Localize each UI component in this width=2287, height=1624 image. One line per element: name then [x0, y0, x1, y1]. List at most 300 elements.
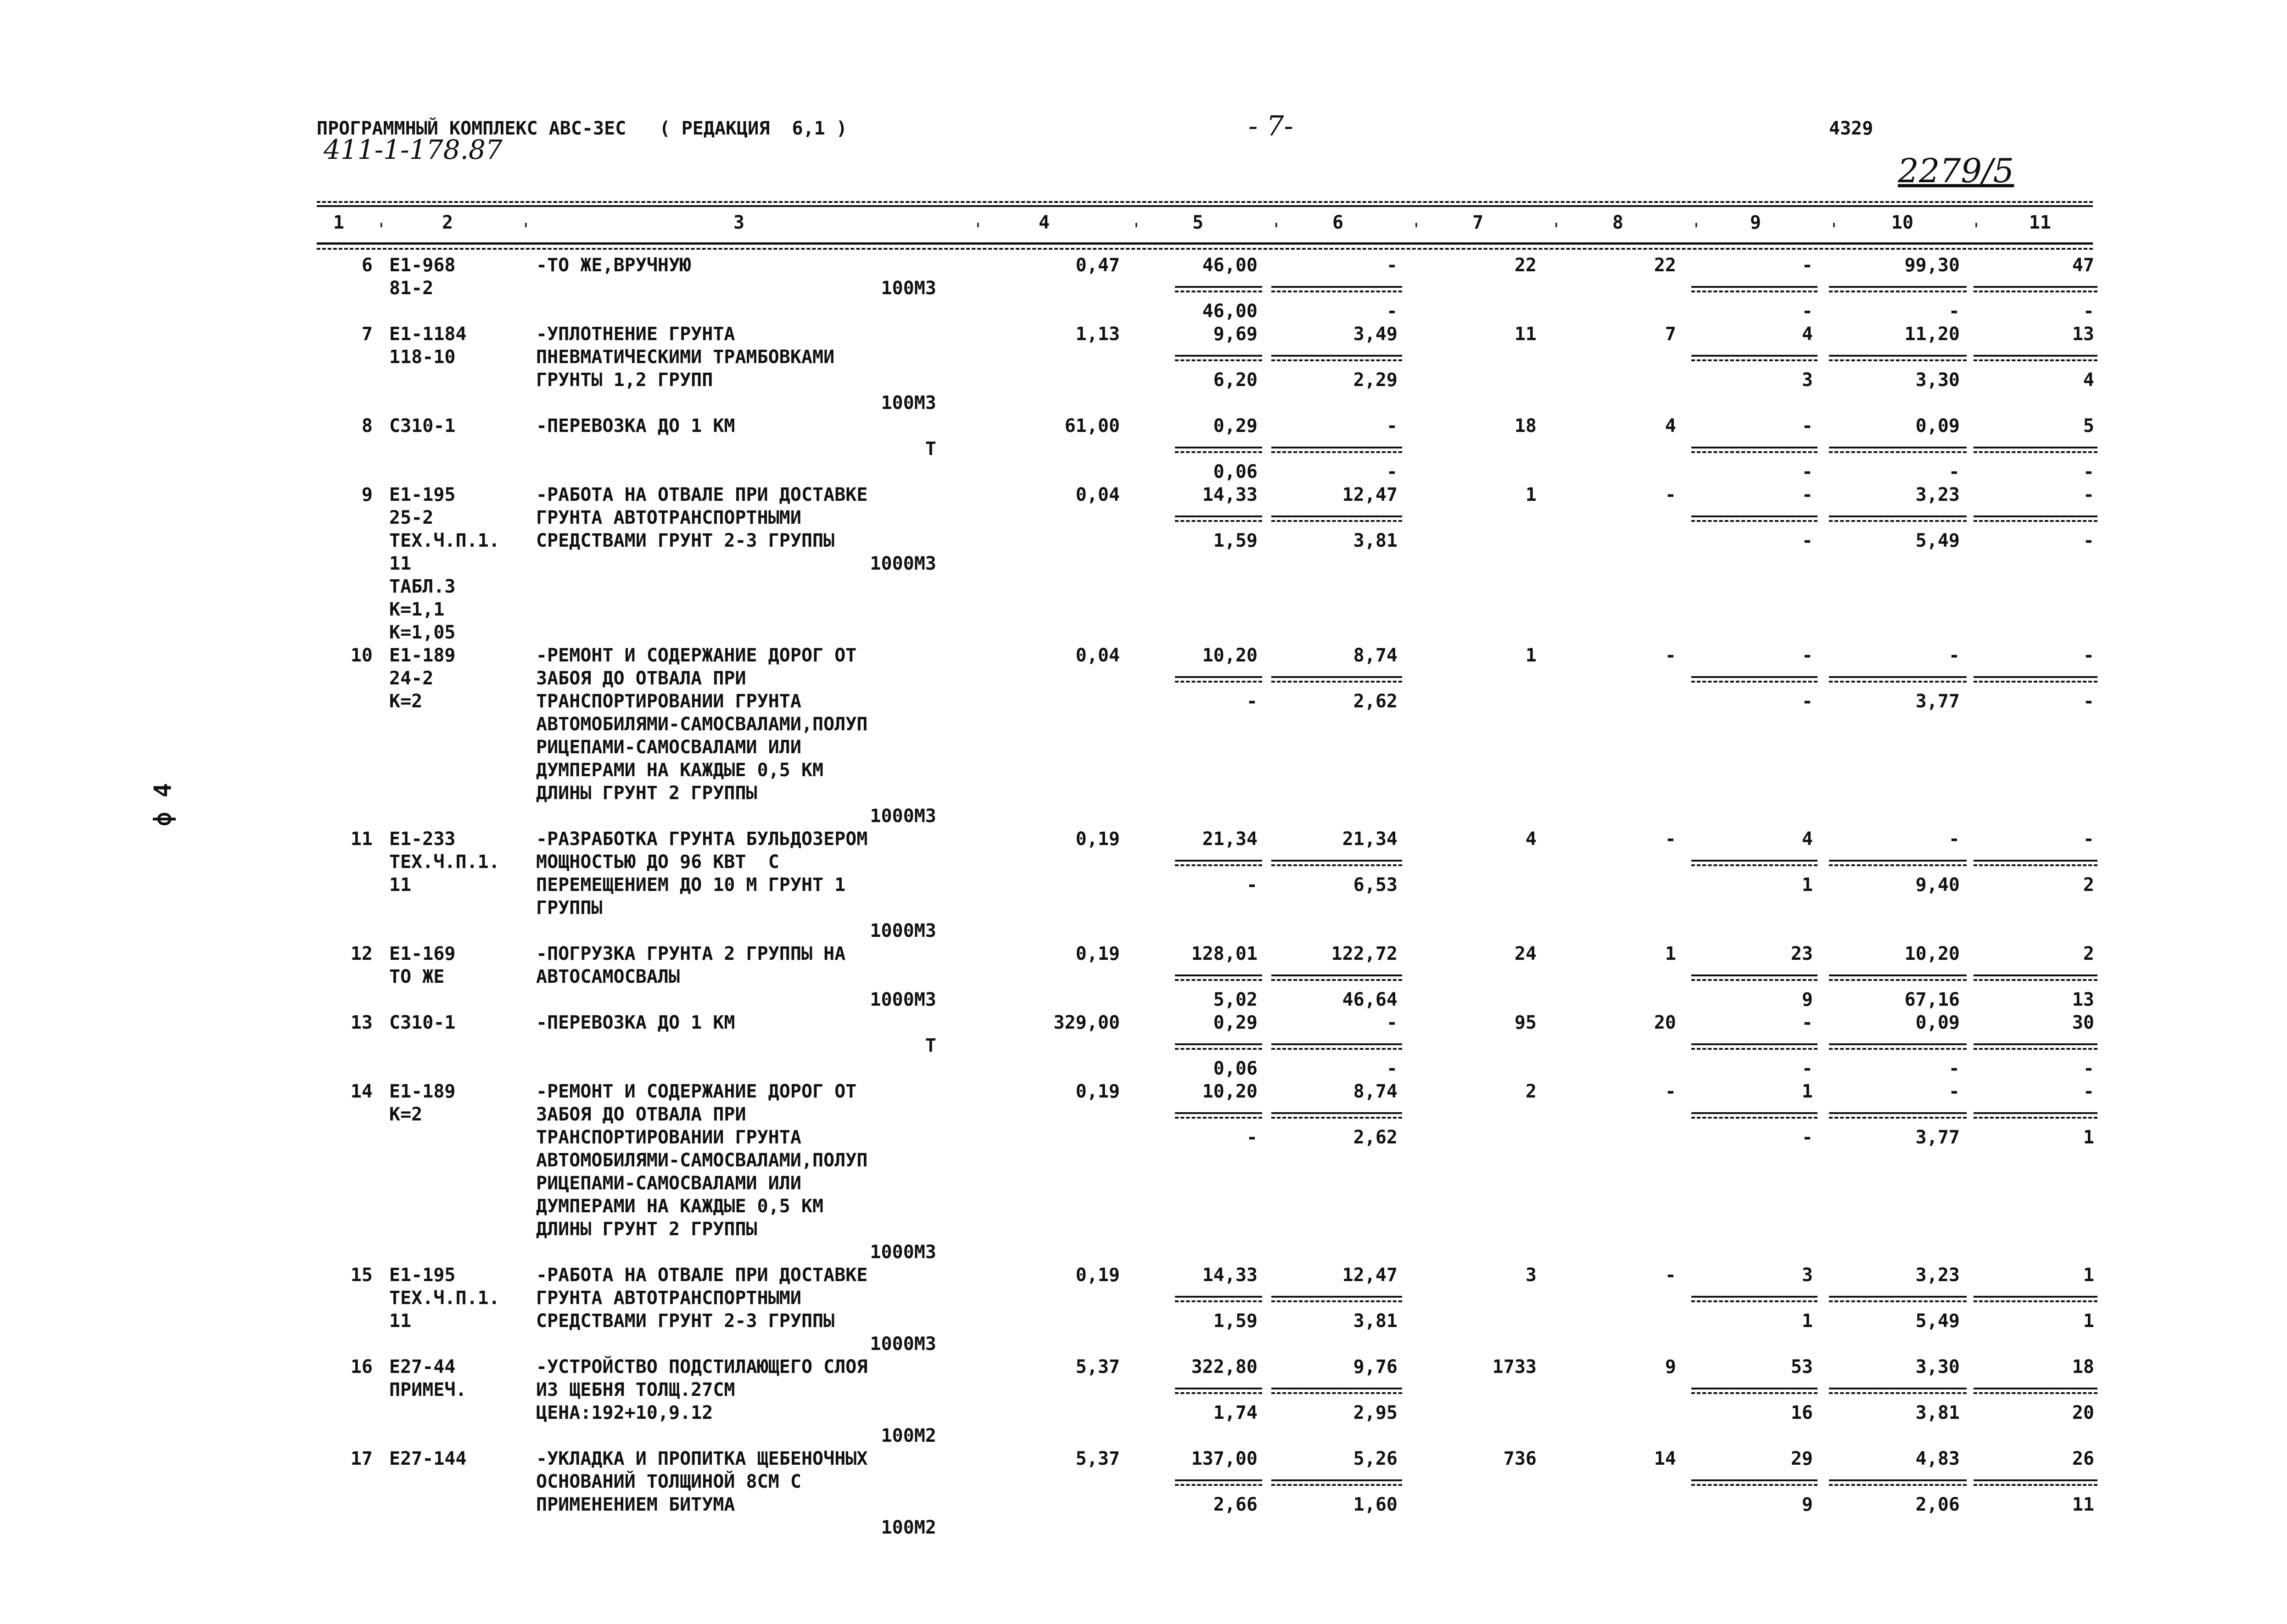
row-unit: 100М2 — [881, 1517, 936, 1538]
row-description: АВТОМОБИЛЯМИ-САМОСВАЛАМИ,ПОЛУП — [536, 714, 868, 735]
c9-divider — [1691, 681, 1817, 683]
col4-quantity: 5,37 — [1075, 1448, 1120, 1469]
row-description: -ПЕРЕВОЗКА ДО 1 КМ — [536, 1012, 735, 1033]
column-header-2: 2 — [442, 212, 453, 233]
col8-value: - — [1665, 1081, 1676, 1102]
c9-divider — [1691, 291, 1817, 292]
c10-divider — [1829, 1043, 1967, 1045]
c5-divider — [1175, 681, 1262, 683]
c10-divider — [1829, 1300, 1967, 1302]
row-description: ПНЕВМАТИЧЕСКИМИ ТРАМБОВКАМИ — [536, 347, 835, 368]
col6-sub-value: 6,53 — [1353, 874, 1398, 896]
col6-sub-value: 2,62 — [1353, 1127, 1398, 1148]
col11-sub-value: - — [2083, 461, 2094, 482]
row-code: Е1-169 — [389, 943, 456, 964]
col4-quantity: 1,13 — [1075, 324, 1120, 345]
row-unit: 1000М3 — [870, 1333, 936, 1355]
col9-sub-value: - — [1801, 691, 1813, 712]
col9-value: 29 — [1790, 1448, 1813, 1469]
c10-divider — [1829, 860, 1967, 862]
row-description: ОСНОВАНИЙ ТОЛЩИНОЙ 8СМ С — [536, 1471, 801, 1492]
row-description: -ПЕРЕВОЗКА ДО 1 КМ — [536, 415, 735, 437]
col4-quantity: 0,47 — [1075, 255, 1120, 276]
row-description: ТРАНСПОРТИРОВАНИИ ГРУНТА — [536, 1127, 801, 1148]
col9-value: 23 — [1790, 943, 1813, 964]
col6-sub-value: 1,60 — [1353, 1494, 1398, 1515]
col4-quantity: 0,04 — [1075, 484, 1120, 505]
col10-sub-value: - — [1948, 461, 1960, 482]
col9-sub-value: 9 — [1801, 1494, 1813, 1515]
col6-value: 5,26 — [1353, 1448, 1398, 1469]
col11-sub-value: 20 — [2072, 1402, 2094, 1423]
row-description: ДЛИНЫ ГРУНТ 2 ГРУППЫ — [536, 783, 757, 804]
col5-value: 10,20 — [1202, 1081, 1258, 1102]
c6-divider — [1271, 1392, 1402, 1394]
row-unit: 100М3 — [881, 278, 936, 299]
row-number: 15 — [350, 1265, 373, 1286]
row-code: 25-2 — [389, 507, 434, 528]
c11-divider — [1974, 681, 2097, 683]
row-number: 17 — [350, 1448, 373, 1469]
col11-value: 30 — [2072, 1012, 2094, 1033]
col10-sub-value: 9,40 — [1915, 874, 1960, 896]
col5-sub-value: 5,02 — [1213, 989, 1258, 1010]
col6-value: 21,34 — [1342, 829, 1398, 850]
col10-value: 10,20 — [1904, 943, 1960, 964]
c6-divider — [1271, 1296, 1402, 1298]
c10-divider — [1829, 1484, 1967, 1486]
row-description: ПЕРЕМЕЩЕНИЕМ ДО 10 М ГРУНТ 1 — [536, 874, 846, 896]
c6-divider — [1271, 447, 1402, 448]
c11-divider — [1974, 1388, 2097, 1389]
c10-divider — [1829, 681, 1967, 683]
row-unit: 1000М3 — [870, 920, 936, 941]
row-description: АВТОМОБИЛЯМИ-САМОСВАЛАМИ,ПОЛУП — [536, 1150, 868, 1171]
row-description: РИЦЕПАМИ-САМОСВАЛАМИ ИЛИ — [536, 737, 801, 758]
col11-value: - — [2083, 645, 2094, 666]
c5-divider — [1175, 974, 1262, 976]
c6-divider — [1271, 355, 1402, 357]
c5-divider — [1175, 1392, 1262, 1394]
row-description: ПРИМЕНЕНИЕМ БИТУМА — [536, 1494, 735, 1515]
row-number: 14 — [350, 1081, 373, 1102]
col7-value: 1 — [1525, 484, 1537, 505]
col6-sub-value: - — [1386, 1058, 1398, 1079]
c6-divider — [1271, 860, 1402, 862]
col10-sub-value: 3,81 — [1915, 1402, 1960, 1423]
col6-sub-value: 2,62 — [1353, 691, 1398, 712]
col5-sub-value: 2,66 — [1213, 1494, 1258, 1515]
row-code: 118-10 — [389, 347, 456, 368]
row-number: 7 — [361, 324, 373, 345]
handwritten-sheet-number: 2279/5 — [1898, 151, 2014, 190]
c9-divider — [1691, 286, 1817, 288]
col5-value: 10,20 — [1202, 645, 1258, 666]
row-description: -ТО ЖЕ,ВРУЧНУЮ — [536, 255, 691, 276]
col11-value: 2 — [2083, 943, 2094, 964]
col8-value: 7 — [1665, 324, 1676, 345]
col9-sub-value: 1 — [1801, 1310, 1813, 1332]
col5-sub-value: - — [1246, 874, 1258, 896]
col6-sub-value: 2,29 — [1353, 370, 1398, 391]
c5-divider — [1175, 359, 1262, 361]
col8-value: 20 — [1654, 1012, 1676, 1033]
c9-divider — [1691, 1300, 1817, 1302]
c6-divider — [1271, 676, 1402, 678]
row-description: ЦЕНА:192+10,9.12 — [536, 1402, 713, 1423]
row-code: Е1-195 — [389, 484, 456, 505]
row-unit: 1000М3 — [870, 553, 936, 574]
col4-quantity: 0,19 — [1075, 943, 1120, 964]
col10-value: 3,30 — [1915, 1356, 1960, 1378]
column-header-4: 4 — [1038, 212, 1050, 233]
col9-value: - — [1801, 645, 1813, 666]
row-description: ГРУППЫ — [536, 897, 603, 918]
row-description: АВТОСАМОСВАЛЫ — [536, 966, 680, 987]
col5-value: 137,00 — [1191, 1448, 1258, 1469]
col11-value: 47 — [2072, 255, 2094, 276]
column-separator: ˌ — [376, 211, 386, 230]
col5-value: 0,29 — [1213, 1012, 1258, 1033]
col9-sub-value: - — [1801, 1058, 1813, 1079]
row-description: ЗАБОЯ ДО ОТВАЛА ПРИ — [536, 1104, 746, 1125]
col6-value: 8,74 — [1353, 1081, 1398, 1102]
col4-quantity: 0,19 — [1075, 1265, 1120, 1286]
c9-divider — [1691, 1048, 1817, 1050]
c5-divider — [1175, 1043, 1262, 1045]
c5-divider — [1175, 1117, 1262, 1119]
column-separator: ˌ — [1411, 211, 1421, 230]
col10-value: - — [1948, 645, 1960, 666]
col11-sub-value: 4 — [2083, 370, 2094, 391]
c9-divider — [1691, 974, 1817, 976]
header-top-rule-2 — [317, 205, 2093, 207]
c9-divider — [1691, 864, 1817, 866]
c5-divider — [1175, 286, 1262, 288]
row-number: 12 — [350, 943, 373, 964]
row-unit: 1000М3 — [870, 989, 936, 1010]
c10-divider — [1829, 515, 1967, 517]
row-description: ДУМПЕРАМИ НА КАЖДЫЕ 0,5 КМ — [536, 760, 824, 781]
col10-value: 0,09 — [1915, 1012, 1960, 1033]
c5-divider — [1175, 1300, 1262, 1302]
row-description: ГРУНТА АВТОТРАНСПОРТНЫМИ — [536, 507, 801, 528]
c5-divider — [1175, 355, 1262, 357]
c5-divider — [1175, 520, 1262, 522]
c10-divider — [1829, 864, 1967, 866]
c9-divider — [1691, 515, 1817, 517]
row-code: 11 — [389, 553, 412, 574]
col10-sub-value: 5,49 — [1915, 530, 1960, 551]
col11-value: 13 — [2072, 324, 2094, 345]
row-unit: 100М3 — [881, 392, 936, 414]
row-description: ТРАНСПОРТИРОВАНИИ ГРУНТА — [536, 691, 801, 712]
c6-divider — [1271, 1484, 1402, 1486]
col7-value: 1 — [1525, 645, 1537, 666]
row-code: К=2 — [389, 1104, 423, 1125]
c9-divider — [1691, 676, 1817, 678]
row-description: ГРУНТЫ 1,2 ГРУПП — [536, 370, 713, 391]
col9-value: 53 — [1790, 1356, 1813, 1378]
col10-value: 11,20 — [1904, 324, 1960, 345]
row-code: С310-1 — [389, 415, 456, 437]
col9-sub-value: - — [1801, 530, 1813, 551]
col5-sub-value: 0,06 — [1213, 461, 1258, 482]
c6-divider — [1271, 1048, 1402, 1050]
row-code: К=2 — [389, 691, 423, 712]
row-code: С310-1 — [389, 1012, 456, 1033]
row-code: Е1-1184 — [389, 324, 467, 345]
row-unit: 1000М3 — [870, 806, 936, 827]
c11-divider — [1974, 864, 2097, 866]
c10-divider — [1829, 1479, 1967, 1481]
col4-quantity: 5,37 — [1075, 1356, 1120, 1378]
col5-sub-value: 6,20 — [1213, 370, 1258, 391]
col6-sub-value: 46,64 — [1342, 989, 1398, 1010]
col6-value: - — [1386, 255, 1398, 276]
col9-sub-value: - — [1801, 1127, 1813, 1148]
c10-divider — [1829, 451, 1967, 453]
col10-sub-value: 3,30 — [1915, 370, 1960, 391]
c5-divider — [1175, 1388, 1262, 1389]
col11-value: 26 — [2072, 1448, 2094, 1469]
c6-divider — [1271, 979, 1402, 981]
col8-value: 22 — [1654, 255, 1676, 276]
row-description: -РАБОТА НА ОТВАЛЕ ПРИ ДОСТАВКЕ — [536, 1265, 868, 1286]
c9-divider — [1691, 1117, 1817, 1119]
c11-divider — [1974, 515, 2097, 517]
row-description: -УСТРОЙСТВО ПОДСТИЛАЮЩЕГО СЛОЯ — [536, 1356, 868, 1378]
col4-quantity: 0,19 — [1075, 1081, 1120, 1102]
col7-value: 4 — [1525, 829, 1537, 850]
row-code: 11 — [389, 874, 412, 896]
row-description: ДУМПЕРАМИ НА КАЖДЫЕ 0,5 КМ — [536, 1196, 824, 1217]
row-number: 16 — [350, 1356, 373, 1378]
row-code: ТЕХ.Ч.П.1. — [389, 530, 500, 551]
c6-divider — [1271, 864, 1402, 866]
column-header-9: 9 — [1750, 212, 1761, 233]
c5-divider — [1175, 451, 1262, 453]
col11-value: - — [2083, 829, 2094, 850]
col9-value: - — [1801, 255, 1813, 276]
row-code: Е1-189 — [389, 645, 456, 666]
c9-divider — [1691, 1479, 1817, 1481]
c11-divider — [1974, 1112, 2097, 1114]
row-description: ДЛИНЫ ГРУНТ 2 ГРУППЫ — [536, 1219, 757, 1240]
col5-sub-value: 1,59 — [1213, 530, 1258, 551]
c6-divider — [1271, 1388, 1402, 1389]
row-code: ТО ЖЕ — [389, 966, 445, 987]
col9-value: 3 — [1801, 1265, 1813, 1286]
header-top-rule — [317, 201, 2093, 203]
col6-sub-value: - — [1386, 301, 1398, 322]
c5-divider — [1175, 447, 1262, 448]
col10-value: 3,23 — [1915, 484, 1960, 505]
col5-value: 322,80 — [1191, 1356, 1258, 1378]
c10-divider — [1829, 1112, 1967, 1114]
c9-divider — [1691, 355, 1817, 357]
col6-sub-value: 2,95 — [1353, 1402, 1398, 1423]
col6-value: 3,49 — [1353, 324, 1398, 345]
col5-value: 9,69 — [1213, 324, 1258, 345]
col11-sub-value: 1 — [2083, 1127, 2094, 1148]
row-code: Е1-195 — [389, 1265, 456, 1286]
page-number: - 7- — [1248, 110, 1293, 142]
col11-value: - — [2083, 1081, 2094, 1102]
col11-value: 1 — [2083, 1265, 2094, 1286]
c6-divider — [1271, 1300, 1402, 1302]
col10-sub-value: 5,49 — [1915, 1310, 1960, 1332]
c9-divider — [1691, 860, 1817, 862]
col5-sub-value: 46,00 — [1202, 301, 1258, 322]
col7-value: 22 — [1514, 255, 1537, 276]
side-mark: ф 4 — [149, 783, 177, 826]
header-bottom-rule — [317, 242, 2093, 245]
col5-sub-value: - — [1246, 691, 1258, 712]
c11-divider — [1974, 1048, 2097, 1050]
col9-value: 1 — [1801, 1081, 1813, 1102]
c11-divider — [1974, 1392, 2097, 1394]
c11-divider — [1974, 676, 2097, 678]
col8-value: - — [1665, 484, 1676, 505]
c11-divider — [1974, 291, 2097, 292]
c10-divider — [1829, 355, 1967, 357]
col10-sub-value: - — [1948, 301, 1960, 322]
col10-value: - — [1948, 1081, 1960, 1102]
col5-value: 46,00 — [1202, 255, 1258, 276]
c10-divider — [1829, 974, 1967, 976]
c11-divider — [1974, 355, 2097, 357]
c5-divider — [1175, 979, 1262, 981]
row-number: 13 — [350, 1012, 373, 1033]
column-header-1: 1 — [333, 212, 345, 233]
col7-value: 1733 — [1492, 1356, 1537, 1378]
row-code: Е1-233 — [389, 829, 456, 850]
c6-divider — [1271, 286, 1402, 288]
col9-sub-value: 16 — [1790, 1402, 1813, 1423]
col11-sub-value: - — [2083, 691, 2094, 712]
c10-divider — [1829, 1296, 1967, 1298]
col4-quantity: 61,00 — [1064, 415, 1120, 437]
row-description: -УКЛАДКА И ПРОПИТКА ЩЕБЕНОЧНЫХ — [536, 1448, 868, 1469]
col8-value: - — [1665, 1265, 1676, 1286]
col10-value: 3,23 — [1915, 1265, 1960, 1286]
col9-value: - — [1801, 484, 1813, 505]
col7-value: 2 — [1525, 1081, 1537, 1102]
col8-value: 4 — [1665, 415, 1676, 437]
col9-sub-value: 9 — [1801, 989, 1813, 1010]
c10-divider — [1829, 676, 1967, 678]
col11-sub-value: 11 — [2072, 1494, 2094, 1515]
col11-value: 18 — [2072, 1356, 2094, 1378]
column-separator: ˌ — [1829, 211, 1839, 230]
row-number: 9 — [361, 484, 373, 505]
col7-value: 18 — [1514, 415, 1537, 437]
row-number: 11 — [350, 829, 373, 850]
row-description: -РЕМОНТ И СОДЕРЖАНИЕ ДОРОГ ОТ — [536, 1081, 857, 1102]
column-header-5: 5 — [1192, 212, 1204, 233]
c10-divider — [1829, 286, 1967, 288]
c10-divider — [1829, 1048, 1967, 1050]
row-description: СРЕДСТВАМИ ГРУНТ 2-3 ГРУППЫ — [536, 530, 835, 551]
col6-sub-value: - — [1386, 461, 1398, 482]
col11-sub-value: 1 — [2083, 1310, 2094, 1332]
c11-divider — [1974, 1300, 2097, 1302]
row-code: ТАБЛ.3 — [389, 576, 456, 597]
row-code: Е27-144 — [389, 1448, 467, 1469]
row-code: К=1,05 — [389, 622, 456, 643]
c6-divider — [1271, 1479, 1402, 1481]
col10-sub-value: 3,77 — [1915, 1127, 1960, 1148]
col5-value: 14,33 — [1202, 1265, 1258, 1286]
col8-value: 1 — [1665, 943, 1676, 964]
col7-value: 24 — [1514, 943, 1537, 964]
column-separator: ˌ — [1131, 211, 1141, 230]
c9-divider — [1691, 1392, 1817, 1394]
row-unit: Т — [925, 1035, 936, 1056]
col8-value: - — [1665, 645, 1676, 666]
column-header-10: 10 — [1891, 212, 1914, 233]
c9-divider — [1691, 979, 1817, 981]
c9-divider — [1691, 1484, 1817, 1486]
row-unit: Т — [925, 438, 936, 459]
col10-value: 4,83 — [1915, 1448, 1960, 1469]
row-code: 24-2 — [389, 668, 434, 689]
c9-divider — [1691, 1388, 1817, 1389]
col5-value: 21,34 — [1202, 829, 1258, 850]
col8-value: 9 — [1665, 1356, 1676, 1378]
col10-sub-value: 3,77 — [1915, 691, 1960, 712]
c10-divider — [1829, 1388, 1967, 1389]
c6-divider — [1271, 291, 1402, 292]
row-code: ПРИМЕЧ. — [389, 1379, 467, 1400]
col10-sub-value: - — [1948, 1058, 1960, 1079]
c9-divider — [1691, 359, 1817, 361]
col7-value: 95 — [1514, 1012, 1537, 1033]
c11-divider — [1974, 520, 2097, 522]
col9-sub-value: - — [1801, 461, 1813, 482]
col5-value: 14,33 — [1202, 484, 1258, 505]
row-description: -РЕМОНТ И СОДЕРЖАНИЕ ДОРОГ ОТ — [536, 645, 857, 666]
col6-sub-value: 3,81 — [1353, 1310, 1398, 1332]
col5-value: 0,29 — [1213, 415, 1258, 437]
c9-divider — [1691, 1043, 1817, 1045]
row-code: Е1-189 — [389, 1081, 456, 1102]
col5-value: 128,01 — [1191, 943, 1258, 964]
c9-divider — [1691, 1112, 1817, 1114]
c5-divider — [1175, 1484, 1262, 1486]
column-header-11: 11 — [2029, 212, 2052, 233]
column-separator: ˌ — [1971, 211, 1981, 230]
column-separator: ˌ — [973, 211, 983, 230]
row-description: РИЦЕПАМИ-САМОСВАЛАМИ ИЛИ — [536, 1173, 801, 1194]
col8-value: - — [1665, 829, 1676, 850]
col7-value: 11 — [1514, 324, 1537, 345]
row-description: -РАЗРАБОТКА ГРУНТА БУЛЬДОЗЕРОМ — [536, 829, 868, 850]
col5-sub-value: 0,06 — [1213, 1058, 1258, 1079]
row-description: -УПЛОТНЕНИЕ ГРУНТА — [536, 324, 735, 345]
c5-divider — [1175, 1112, 1262, 1114]
c11-divider — [1974, 1484, 2097, 1486]
c5-divider — [1175, 515, 1262, 517]
c6-divider — [1271, 1117, 1402, 1119]
col11-value: - — [2083, 484, 2094, 505]
col10-value: - — [1948, 829, 1960, 850]
c6-divider — [1271, 974, 1402, 976]
c5-divider — [1175, 860, 1262, 862]
row-unit: 1000М3 — [870, 1242, 936, 1263]
c10-divider — [1829, 447, 1967, 448]
